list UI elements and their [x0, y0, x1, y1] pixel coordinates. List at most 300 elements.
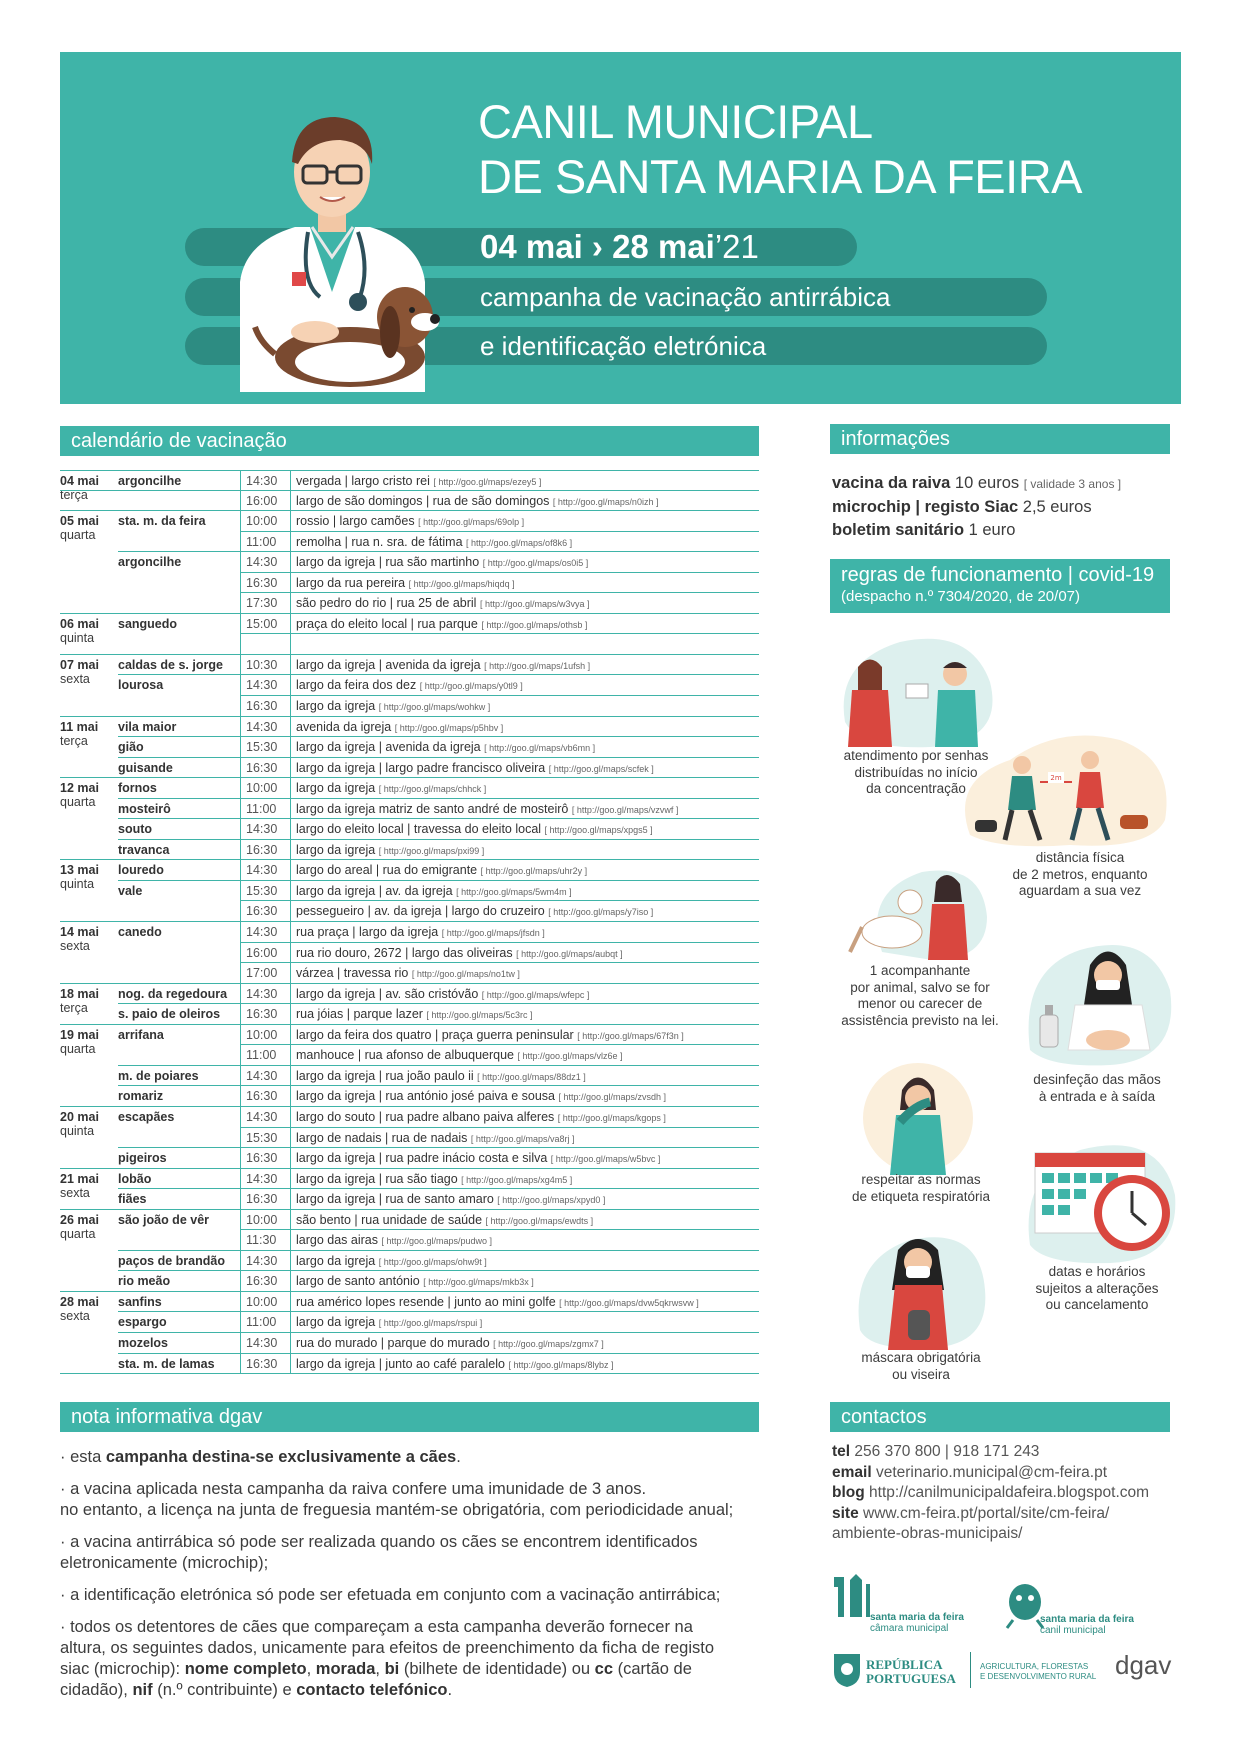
row-map-link[interactable]: [ http://goo.gl/maps/jfsdn ] — [441, 928, 545, 939]
row-place: s. paio de oleiros — [118, 1007, 221, 1022]
row-time: 16:30 — [246, 760, 278, 775]
row-address-text: são bento | rua unidade de saúde — [296, 1212, 483, 1227]
row-rule — [240, 1373, 759, 1374]
caption-line: de 2 metros, enquanto — [1012, 866, 1148, 882]
row-address — [296, 1271, 534, 1292]
row-time: 15:00 — [246, 616, 278, 631]
row-address-text: remolha | rua n. sra. de fátima — [296, 534, 463, 549]
row-day — [60, 532, 112, 535]
row-map-link[interactable]: [ http://goo.gl/maps/w3vya ] — [479, 599, 590, 610]
row-address — [296, 901, 653, 922]
table-row — [60, 758, 759, 779]
row-time: 10:00 — [246, 1294, 278, 1309]
row-time: 16:30 — [246, 699, 278, 714]
row-address-text: praça do eleito local | rua parque — [296, 616, 478, 631]
row-address-text: largo da igreja | rua padre inácio costa e silva — [296, 1151, 548, 1166]
row-time: 14:30 — [246, 863, 278, 878]
row-map-link[interactable]: [ http://goo.gl/maps/1ufsh ] — [484, 660, 591, 671]
calendar-title: calendário de vacinação — [71, 430, 287, 452]
row-day — [60, 1230, 112, 1233]
row-address-text: largo do eleito local | travessa do eleito local — [296, 822, 542, 837]
contact-blog[interactable] — [832, 1483, 1149, 1504]
row-time: 16:30 — [246, 842, 278, 857]
row-address-text: largo da feira dos quatro | praça guerra peninsular — [296, 1027, 574, 1042]
caption-line: aguardam a sua vez — [1018, 883, 1142, 898]
row-map-link[interactable]: [ http://goo.gl/maps/no1tw ] — [411, 969, 520, 980]
table-row — [60, 1251, 759, 1272]
row-address — [296, 655, 590, 676]
note-emphasis: contacto telefónico — [296, 1681, 448, 1699]
row-time: 15:30 — [246, 740, 278, 755]
contacts-section-header — [830, 1402, 1170, 1432]
note-emphasis: nif — [132, 1681, 153, 1699]
row-time: 17:00 — [246, 966, 278, 981]
note-text: (cartão de — [613, 1660, 692, 1678]
note-item — [60, 1585, 760, 1606]
row-day — [60, 1333, 112, 1336]
contact-email[interactable] — [832, 1463, 1149, 1484]
row-day — [60, 901, 112, 904]
contacts-title: contactos — [841, 1406, 927, 1428]
caption-line: desinfeção das mãos — [1033, 1072, 1161, 1087]
row-place: louredo — [118, 863, 164, 878]
row-address-text: largo das airas — [296, 1233, 378, 1248]
row-address-text: largo da igreja | av. são cristóvão — [296, 986, 479, 1001]
row-map-link[interactable]: [ http://goo.gl/maps/67f3n ] — [577, 1030, 684, 1041]
caption-line: distância física — [1035, 850, 1125, 865]
row-place: sanguedo — [118, 616, 178, 631]
caption-line: respeitar as normas — [861, 1172, 981, 1187]
note-text: · a identificação eletrónica só pode ser efetuada em conjunto com a vacinação antirrábica; — [60, 1586, 721, 1604]
row-address-text: rua praça | largo da igreja — [296, 925, 439, 940]
row-address — [296, 963, 520, 984]
row-date: 28 mai — [60, 1294, 99, 1309]
caption-line: máscara obrigatória — [861, 1350, 981, 1365]
row-address-text: largo da igreja — [296, 781, 376, 796]
row-address-text: várzea | travessa rio — [296, 966, 409, 981]
caption-companion — [830, 963, 1010, 1029]
row-time: 16:30 — [246, 1356, 278, 1371]
row-address-text: largo do areal | rua do emigrante — [296, 863, 478, 878]
caption-dates — [1012, 1264, 1182, 1314]
row-map-link[interactable]: [ http://goo.gl/maps/vzvwf ] — [571, 804, 679, 815]
row-address — [296, 922, 545, 943]
contact-value[interactable]: veterinario.municipal@cm-feira.pt — [871, 1463, 1108, 1481]
contact-value[interactable]: ambiente-obras-municipais/ — [832, 1525, 1023, 1542]
logo-line: AGRICULTURA, FLORESTAS — [980, 1662, 1089, 1671]
row-address-text: largo da rua pereira — [296, 575, 406, 590]
caption-line: por animal, salvo se for — [850, 979, 990, 995]
row-day — [60, 696, 112, 699]
row-map-link[interactable]: [ http://goo.gl/maps/n0izh ] — [552, 496, 659, 507]
row-weekday: sexta — [60, 1308, 90, 1323]
price-chip — [832, 496, 1121, 519]
row-time: 14:30 — [246, 1253, 278, 1268]
row-address — [296, 552, 588, 573]
contact-label: tel — [832, 1443, 851, 1460]
row-place: pigeiros — [118, 1151, 167, 1166]
note-section-header — [60, 1402, 759, 1432]
table-row — [60, 1312, 759, 1333]
row-time: 11:30 — [246, 1233, 277, 1248]
row-day — [60, 1045, 112, 1048]
row-time: 16:30 — [246, 904, 278, 919]
row-map-link[interactable]: [ http://goo.gl/maps/wfepc ] — [481, 989, 590, 1000]
row-time: 15:30 — [246, 1130, 278, 1145]
row-address — [296, 1210, 593, 1231]
row-address — [296, 1169, 572, 1190]
dgav-logo: dgav — [1115, 1650, 1172, 1680]
contact-tel[interactable] — [832, 1442, 1149, 1463]
note-text: no entanto, a licença na junta de freguesia mantém-se obrigatória, com periodicidade anual; — [60, 1501, 734, 1519]
camara-logo-icon — [832, 1572, 872, 1622]
caption-distance — [990, 850, 1170, 900]
row-place: travanca — [118, 842, 170, 857]
row-map-link[interactable]: [ http://goo.gl/maps/ezey5 ] — [433, 477, 542, 487]
veterinarian-illustration — [200, 92, 470, 392]
row-address-text: rossio | largo camões — [296, 514, 415, 529]
row-address-text: pessegueiro | av. da igreja | largo do cruzeiro — [296, 904, 545, 919]
contact-site[interactable] — [832, 1504, 1149, 1525]
row-place: espargo — [118, 1315, 167, 1330]
row-address-text: largo de são domingos | rua de são domingos — [296, 493, 550, 508]
row-place: paços de brandão — [118, 1253, 225, 1268]
note-item — [60, 1617, 760, 1701]
table-row — [60, 552, 759, 573]
row-place: caldas de s. jorge — [118, 657, 223, 672]
row-map-link[interactable]: [ http://goo.gl/maps/uhr2y ] — [480, 866, 588, 877]
table-row — [60, 532, 759, 553]
table-row — [60, 1189, 759, 1210]
row-address-text: largo da igreja | avenida da igreja — [296, 740, 481, 755]
contact-label: site — [832, 1504, 859, 1522]
note-text: · esta — [60, 1448, 106, 1466]
row-map-link[interactable]: [ http://goo.gl/maps/xpgs5 ] — [544, 825, 653, 836]
row-day — [60, 634, 112, 637]
row-day — [60, 1128, 112, 1131]
row-address — [296, 1189, 605, 1210]
row-address-text: largo do souto | rua padre albano paiva alferes — [296, 1109, 555, 1124]
row-time: 14:30 — [246, 1171, 278, 1186]
table-row — [60, 614, 759, 645]
row-address — [296, 1312, 482, 1333]
row-address-text: largo da feira dos dez — [296, 678, 417, 693]
row-place: fornos — [118, 781, 157, 796]
contact-value[interactable]: 256 370 800 | 918 171 243 — [850, 1443, 1040, 1460]
row-address-text: largo de nadais | rua de nadais — [296, 1130, 468, 1145]
row-place: argoncilhe — [118, 474, 182, 488]
row-date: 04 mai — [60, 474, 99, 488]
row-map-link[interactable]: [ http://goo.gl/maps/xpyd0 ] — [497, 1195, 606, 1206]
row-address — [296, 532, 572, 553]
row-map-link[interactable]: [ http://goo.gl/maps/pxi99 ] — [378, 845, 485, 856]
row-weekday: terça — [60, 1000, 88, 1015]
row-date: 06 mai — [60, 616, 99, 631]
row-time: 14:30 — [246, 1109, 278, 1124]
calendar-section-header — [60, 426, 759, 456]
row-map-link[interactable]: [ http://goo.gl/maps/pudwo ] — [381, 1236, 493, 1247]
row-day — [60, 963, 112, 966]
caption-line: da concentração — [866, 781, 966, 796]
caption-line: datas e horários — [1048, 1264, 1146, 1279]
row-address-text: vergada | largo cristo rei — [296, 474, 430, 488]
row-day — [60, 491, 112, 494]
row-map-link[interactable]: [ http://goo.gl/maps/w5bvc ] — [550, 1154, 661, 1165]
row-map-link[interactable]: [ http://goo.gl/maps/hiqdq ] — [408, 578, 515, 589]
row-address — [296, 840, 484, 861]
row-address — [296, 593, 590, 614]
row-address — [296, 860, 587, 881]
row-weekday: quinta — [60, 877, 95, 892]
title-line-1: CANIL MUNICIPAL — [478, 95, 873, 148]
row-map-link[interactable]: [ http://goo.gl/maps/8lybz ] — [508, 1359, 614, 1370]
row-weekday: quarta — [60, 1226, 96, 1241]
row-map-link[interactable]: [ http://goo.gl/maps/ewdts ] — [485, 1215, 594, 1226]
row-map-link[interactable]: [ http://goo.gl/maps/69olp ] — [418, 517, 525, 528]
row-weekday: terça — [60, 733, 88, 748]
ministerio-logo-text — [980, 1662, 1096, 1682]
row-address — [296, 717, 503, 738]
row-place: guisande — [118, 760, 173, 775]
note-text: eletronicamente (microchip); — [60, 1554, 269, 1572]
table-row — [60, 1128, 759, 1149]
caption-line: distribuídas no início — [854, 764, 978, 780]
row-map-link[interactable]: [ http://goo.gl/maps/aubqt ] — [516, 948, 623, 959]
campaign-line-2: e identificação eletrónica — [480, 331, 767, 361]
row-date: 21 mai — [60, 1171, 99, 1186]
note-text: altura, os seguintes dados, unicamente para efeitos de preenchimento da ficha de registo — [60, 1639, 714, 1657]
row-map-link[interactable]: [ http://goo.gl/maps/va8rj ] — [470, 1133, 575, 1144]
campaign-dates — [480, 228, 759, 266]
row-weekday: sexta — [60, 671, 90, 686]
date-separator: › — [582, 228, 613, 265]
table-row — [60, 1271, 759, 1292]
row-day — [60, 1271, 112, 1274]
row-map-link[interactable]: [ http://goo.gl/maps/5wm4m ] — [456, 886, 572, 897]
row-time: 16:30 — [246, 575, 278, 590]
table-row — [60, 634, 759, 655]
row-date: 12 mai — [60, 781, 99, 796]
price-label: vacina da raiva — [832, 474, 951, 492]
row-place: lourosa — [118, 678, 164, 693]
row-address — [296, 1086, 666, 1107]
caption-line: ou viseira — [892, 1366, 950, 1382]
row-place: arrifana — [118, 1027, 164, 1042]
row-time: 14:30 — [246, 1068, 278, 1083]
row-address-text: largo da igreja — [296, 842, 376, 857]
row-time: 10:00 — [246, 1027, 278, 1042]
row-address — [296, 1230, 492, 1251]
caption-line: de etiqueta respiratória — [851, 1188, 991, 1204]
distance-illustration — [950, 720, 1172, 850]
note-text: (bilhete de identidade) ou — [399, 1660, 595, 1678]
row-map-link[interactable]: [ http://goo.gl/maps/zgmx7 ] — [493, 1338, 604, 1349]
row-weekday: quarta — [60, 528, 96, 543]
row-address-text: largo da igreja | rua de santo amaro — [296, 1192, 494, 1207]
row-address — [296, 573, 515, 594]
row-day — [60, 675, 112, 678]
row-map-link[interactable]: [ http://goo.gl/maps/vlz6e ] — [517, 1051, 623, 1062]
row-map-link[interactable]: [ http://goo.gl/maps/y7iso ] — [548, 907, 654, 918]
row-map-link[interactable]: [ http://goo.gl/maps/dvw5qkrwsvw ] — [559, 1297, 699, 1308]
row-time: 10:00 — [246, 781, 278, 796]
row-time: 11:00 — [246, 1315, 277, 1330]
rules-title: regras de funcionamento | covid-19 — [841, 564, 1155, 586]
companion-illustration — [842, 862, 992, 962]
table-row — [60, 901, 759, 922]
price-value: 1 euro — [964, 521, 1016, 539]
row-address-text: largo da igreja | rua são martinho — [296, 555, 480, 570]
row-address — [296, 1045, 623, 1066]
caption-line: à entrada e à saída — [1038, 1088, 1156, 1104]
row-map-link[interactable]: [ http://goo.gl/maps/xg4m5 ] — [461, 1174, 573, 1185]
note-body — [60, 1447, 760, 1712]
row-day — [60, 1086, 112, 1089]
row-time: 14:30 — [246, 986, 278, 1001]
row-address — [296, 1292, 699, 1313]
row-map-link[interactable]: [ http://goo.gl/maps/mkb3x ] — [423, 1277, 534, 1288]
distance-badge: 2m — [1050, 774, 1062, 782]
price-note: [ validade 3 anos ] — [1023, 477, 1122, 491]
row-address-text: manhouce | rua afonso de albuquerque — [296, 1048, 514, 1063]
row-map-link[interactable]: [ http://goo.gl/maps/chhck ] — [378, 784, 487, 795]
republica-logo-text — [866, 1658, 956, 1686]
row-time: 17:30 — [246, 596, 278, 611]
info-section-header — [830, 424, 1170, 454]
row-address-text: largo da igreja | rua são tiago — [296, 1171, 458, 1186]
header-banner — [60, 52, 1181, 404]
table-row — [60, 881, 759, 902]
contact-value[interactable]: http://canilmunicipaldafeira.blogspot.com — [864, 1484, 1150, 1501]
logo-line: câmara municipal — [870, 1623, 949, 1634]
row-map-link[interactable]: [ http://goo.gl/maps/ohw9t ] — [378, 1256, 487, 1267]
row-day — [60, 737, 112, 740]
row-date: 19 mai — [60, 1027, 99, 1042]
row-map-link[interactable]: [ http://goo.gl/maps/os0i5 ] — [482, 558, 589, 569]
row-weekday: sexta — [60, 939, 90, 954]
row-time: 16:30 — [246, 1192, 278, 1207]
row-map-link[interactable]: [ http://goo.gl/maps/vb6mn ] — [484, 743, 596, 754]
logo-divider — [970, 1652, 971, 1688]
row-map-link[interactable]: [ http://goo.gl/maps/5c3rc ] — [426, 1010, 533, 1021]
table-row — [60, 1086, 759, 1107]
row-address — [296, 1148, 660, 1169]
contact-value[interactable]: www.cm-feira.pt/portal/site/cm-feira/ — [858, 1504, 1110, 1522]
price-label: boletim sanitário — [832, 521, 965, 539]
row-map-link[interactable]: [ http://goo.gl/maps/scfek ] — [548, 763, 654, 774]
row-map-link[interactable]: [ http://goo.gl/maps/y0tl9 ] — [419, 681, 523, 692]
note-title: nota informativa dgav — [71, 1406, 263, 1428]
row-address-text: largo da igreja | junto ao café paralelo — [296, 1356, 505, 1371]
row-map-link[interactable]: [ http://goo.gl/maps/kgops ] — [557, 1112, 666, 1123]
price-info — [832, 472, 1121, 542]
note-emphasis: morada — [315, 1660, 376, 1678]
row-place: são joão de vêr — [118, 1212, 210, 1227]
price-vaccine — [832, 472, 1121, 496]
price-value: 2,5 euros — [1018, 498, 1092, 516]
caption-mask — [836, 1350, 1006, 1383]
row-day — [60, 881, 112, 884]
row-address — [296, 778, 486, 799]
logo-line: canil municipal — [1040, 1625, 1106, 1636]
row-map-link[interactable]: [ http://goo.gl/maps/rspui ] — [378, 1318, 483, 1329]
row-time: 16:30 — [246, 1151, 278, 1166]
row-map-link[interactable]: [ http://goo.gl/maps/othsb ] — [481, 619, 588, 630]
info-title: informações — [841, 428, 950, 450]
row-place: sanfins — [118, 1294, 162, 1309]
logo-line: REPÚBLICA — [866, 1657, 943, 1672]
date-end: 28 mai — [612, 228, 715, 265]
row-place: fiães — [118, 1192, 147, 1207]
row-map-link[interactable]: [ http://goo.gl/maps/zvsdh ] — [558, 1092, 667, 1103]
row-time: 14:30 — [246, 925, 278, 940]
row-address — [296, 614, 587, 635]
row-time: 10:00 — [246, 1212, 278, 1227]
logo-line: santa maria da feira — [1040, 1614, 1134, 1625]
row-weekday: quarta — [60, 795, 96, 810]
price-label: microchip | registo Siac — [832, 498, 1019, 516]
table-row — [60, 593, 759, 614]
hand-disinfection-illustration — [1020, 930, 1175, 1070]
row-day — [60, 819, 112, 822]
note-text: . — [447, 1681, 453, 1699]
row-time: 14:30 — [246, 555, 278, 570]
row-address — [296, 758, 654, 779]
row-address-text: são pedro do rio | rua 25 de abril — [296, 596, 477, 611]
row-address — [296, 1333, 604, 1354]
row-place: vale — [118, 883, 143, 898]
rules-section-header — [830, 559, 1170, 613]
contact-label: email — [832, 1463, 872, 1481]
row-weekday: quinta — [60, 1123, 95, 1138]
vaccination-calendar — [60, 470, 759, 1374]
row-date: 11 mai — [60, 719, 99, 734]
row-address — [296, 737, 595, 758]
caption-line: atendimento por senhas — [843, 748, 989, 763]
row-day — [60, 943, 112, 946]
row-address — [296, 881, 572, 902]
note-text: , — [306, 1660, 316, 1678]
row-address — [296, 1025, 684, 1046]
row-map-link[interactable]: [ http://goo.gl/maps/88dz1 ] — [477, 1071, 586, 1082]
row-day — [60, 593, 112, 596]
row-map-link[interactable]: [ http://goo.gl/maps/of8k6 ] — [466, 537, 573, 548]
row-date: 20 mai — [60, 1109, 99, 1124]
row-time: 10:30 — [246, 657, 278, 672]
note-item — [60, 1447, 760, 1468]
row-address — [296, 1066, 586, 1087]
row-address — [296, 1354, 614, 1375]
respiratory-etiquette-illustration — [860, 1060, 980, 1175]
note-item — [60, 1532, 760, 1574]
row-time: 11:00 — [246, 801, 277, 816]
note-text: cidadão), — [60, 1681, 133, 1699]
row-date: 13 mai — [60, 863, 99, 878]
row-weekday: sexta — [60, 1185, 90, 1200]
caption-line: assistência previsto na lei. — [841, 1012, 999, 1028]
row-time: 15:30 — [246, 883, 278, 898]
price-booklet — [832, 519, 1121, 542]
row-address — [296, 1004, 532, 1025]
note-text: , — [375, 1660, 385, 1678]
row-map-link[interactable]: [ http://goo.gl/maps/p5hbv ] — [394, 722, 504, 733]
note-text: siac (microchip): — [60, 1660, 185, 1678]
table-row — [60, 1354, 759, 1375]
row-address-text: largo da igreja — [296, 699, 376, 714]
row-address — [296, 799, 678, 820]
row-place: sta. m. da feira — [118, 514, 206, 529]
row-map-link[interactable]: [ http://goo.gl/maps/wohkw ] — [378, 702, 491, 713]
